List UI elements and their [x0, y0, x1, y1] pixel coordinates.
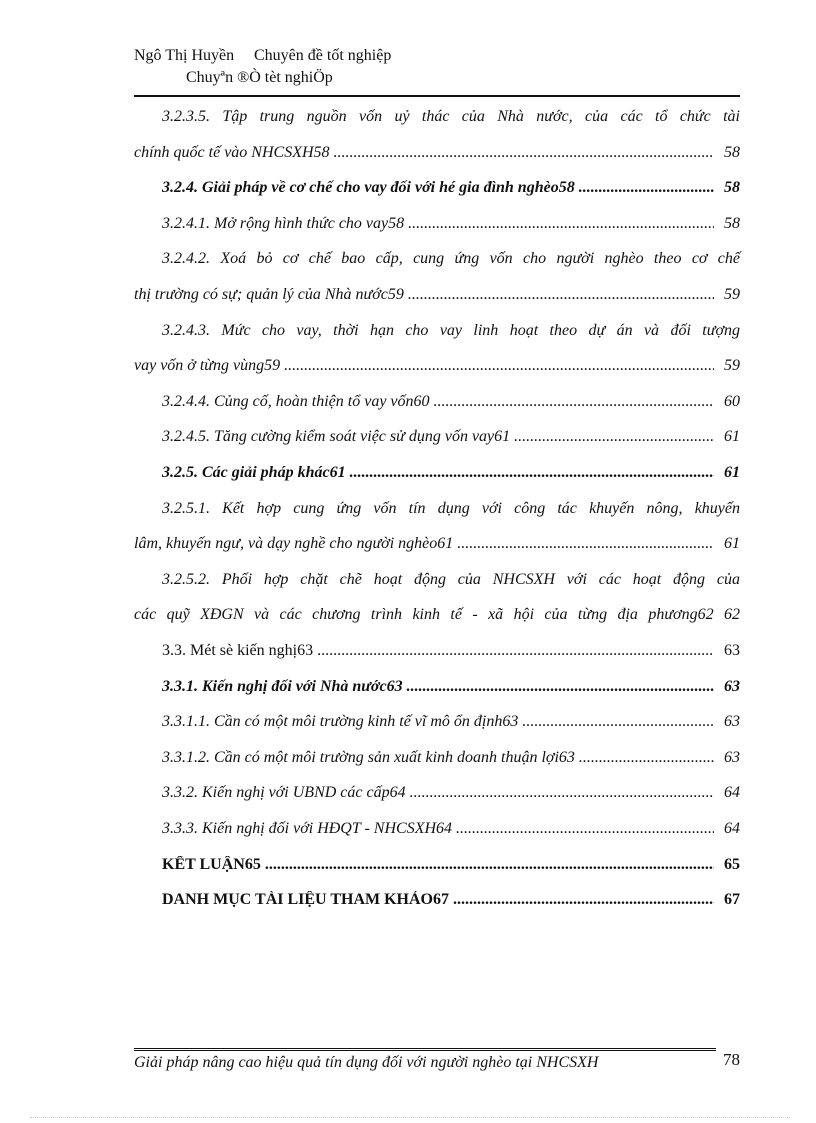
- bottom-dotted-border: [30, 1117, 790, 1118]
- toc-entry[interactable]: [134, 820, 740, 844]
- toc-entry-title: 3.2.4. Giải pháp về cơ chế cho vay đối với hé gia đình nghèo58 .....: [162, 179, 714, 197]
- toc-entry[interactable]: [134, 286, 740, 310]
- toc-entry-page: 67: [714, 891, 740, 909]
- toc-entry-page: 60: [714, 393, 740, 411]
- header-label-garbled: Chuyªn ®Ò tèt nghiÖp: [186, 69, 333, 86]
- toc-entry-title: lâm, khuyến ngư, và dạy nghề cho người nghèo61 .....: [134, 535, 714, 553]
- toc-entry-page: 65: [714, 856, 740, 874]
- toc-entry[interactable]: [134, 642, 740, 666]
- toc-entry-page: 64: [714, 820, 740, 838]
- header-line-1: [134, 47, 392, 65]
- toc-entry-title: các quỹ XĐGN và các chương trình kinh tế - xã hội của từng địa phương62 62: [134, 606, 740, 623]
- toc-entry-page: 61: [714, 464, 740, 482]
- toc-entry[interactable]: [134, 108, 740, 132]
- toc-entry-page: 59: [714, 286, 740, 304]
- toc-entry-title: 3.2.3.5. Tập trung nguồn vốn uỷ thác của Nhà nước, của các tổ chức tài: [162, 108, 740, 125]
- toc-entry-title: 3.2.4.5. Tăng cường kiểm soát việc sử dụng vốn vay61 .....: [162, 428, 714, 446]
- toc-entry[interactable]: [134, 749, 740, 773]
- toc-entry-title: 3.2.5.1. Kết hợp cung ứng vốn tín dụng với công tác khuyến nông, khuyến: [162, 500, 740, 517]
- toc-entry[interactable]: [134, 179, 740, 203]
- toc-entry-page: 58: [714, 144, 740, 162]
- toc-entry-page: 63: [714, 678, 740, 696]
- toc-entry-title: 3.2.5.2. Phối hợp chặt chẽ hoạt động của NHCSXH với các hoạt động của: [162, 571, 740, 588]
- toc-entry[interactable]: [134, 784, 740, 808]
- toc-entry-page: 58: [714, 215, 740, 233]
- toc-entry-title: 3.2.4.3. Mức cho vay, thời hạn cho vay linh hoạt theo dự án và đối tượng: [162, 322, 740, 339]
- toc-entry[interactable]: [134, 856, 740, 880]
- toc-entry[interactable]: [134, 535, 740, 559]
- toc-entry[interactable]: [134, 891, 740, 915]
- toc-entry-page: 61: [714, 535, 740, 553]
- header-author: Ngô Thị Huyền: [134, 47, 235, 64]
- toc-entry-title: chính quốc tế vào NHCSXH58 .....: [134, 144, 714, 162]
- toc-entry-page: 63: [714, 749, 740, 767]
- toc-entry[interactable]: [134, 606, 740, 630]
- toc-entry[interactable]: [134, 250, 740, 274]
- toc-entry-title: thị trường có sự; quản lý của Nhà nước59 .....: [134, 286, 714, 304]
- toc-entry-title: 3.2.5. Các giải pháp khác61 .....: [162, 464, 714, 482]
- toc-entry-page: 58: [714, 179, 740, 197]
- header-rule: [134, 95, 740, 97]
- toc-entry[interactable]: [134, 571, 740, 595]
- toc-entry-title: 3.3.3. Kiến nghị đối với HĐQT - NHCSXH64 .....: [162, 820, 714, 838]
- toc-entry[interactable]: [134, 464, 740, 488]
- toc-entry-page: 59: [714, 357, 740, 375]
- page-number: 78: [723, 1050, 740, 1069]
- toc-entry-page: 63: [714, 642, 740, 660]
- toc-entry-title: 3.2.4.4. Củng cố, hoàn thiện tổ vay vốn60 .....: [162, 393, 714, 411]
- toc-entry[interactable]: [134, 393, 740, 417]
- toc-entry[interactable]: [134, 144, 740, 168]
- toc-entry-page: 61: [714, 428, 740, 446]
- header-label: Chuyên đề tốt nghiệp: [254, 47, 392, 64]
- toc-entry-title: 3.3.2. Kiến nghị với UBND các cấp64 .....: [162, 784, 714, 802]
- toc-entry-title: DANH MỤC TÀI LIỆU THAM KHẢO67 .....: [162, 891, 714, 909]
- footer-rule: [134, 1048, 716, 1051]
- toc-entry[interactable]: [134, 322, 740, 346]
- toc-entry-title: KẾT LUẬN65 .....: [162, 856, 714, 874]
- toc-entry[interactable]: [134, 678, 740, 702]
- toc-entry[interactable]: [134, 215, 740, 239]
- footer-title: Giải pháp nâng cao hiệu quả tín dụng đối với người nghèo tại NHCSXH: [134, 1054, 599, 1071]
- toc-entry[interactable]: [134, 428, 740, 452]
- toc-entry-title: 3.2.4.1. Mở rộng hình thức cho vay58 .....: [162, 215, 714, 233]
- toc-entry[interactable]: [134, 357, 740, 381]
- toc-entry-title: 3.2.4.2. Xoá bỏ cơ chế bao cấp, cung ứng vốn cho người nghèo theo cơ chế: [162, 250, 740, 267]
- toc-entry-title: vay vốn ở từng vùng59 .....: [134, 357, 714, 375]
- toc-entry-title: 3.3.1.1. Cần có một môi trường kinh tế vĩ mô ổn định63 .....: [162, 713, 714, 731]
- toc-entry[interactable]: [134, 713, 740, 737]
- toc-entry-page: 63: [714, 713, 740, 731]
- toc-entry-title: 3.3. Mét sè kiến nghị63 .....: [162, 642, 714, 660]
- toc-entry[interactable]: [134, 500, 740, 524]
- toc-entry-page: 64: [714, 784, 740, 802]
- toc-entry-title: 3.3.1. Kiến nghị đối với Nhà nước63 .....: [162, 678, 714, 696]
- toc-entry-title: 3.3.1.2. Cần có một môi trường sản xuất kinh doanh thuận lợi63 .....: [162, 749, 714, 767]
